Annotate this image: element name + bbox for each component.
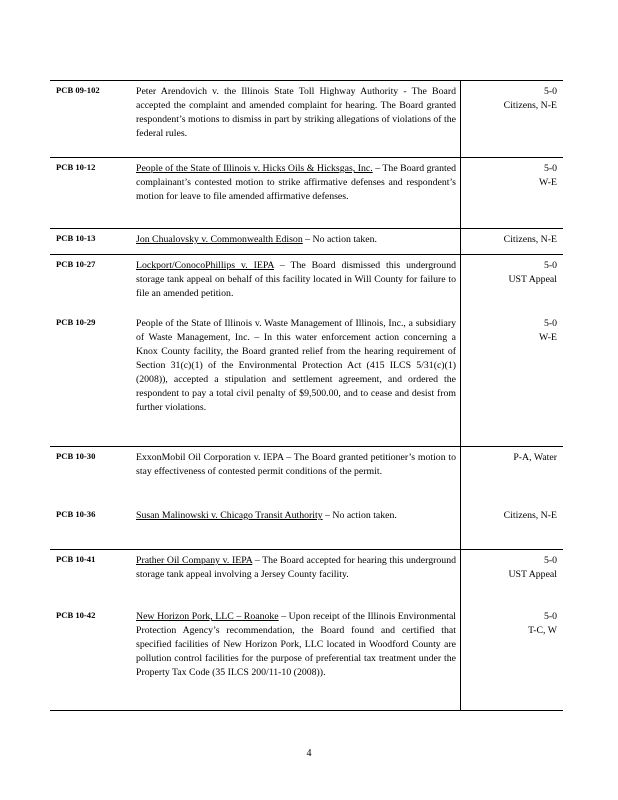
case-title: Jon Chualovsky v. Commonwealth Edison: [136, 234, 303, 245]
case-number: PCB 10-42: [56, 610, 96, 620]
case-number: PCB 10-13: [56, 233, 96, 243]
vote-type: W-E: [539, 177, 557, 188]
vote-result: 5-0: [543, 86, 557, 97]
case-description: [134, 447, 460, 505]
case-description: [134, 505, 460, 549]
vote-result: Citizens, N-E: [503, 234, 557, 245]
case-action: – No action taken.: [322, 510, 397, 521]
vote-cell: [460, 505, 563, 549]
table-row-group: [50, 447, 563, 550]
case-title: Susan Malinowski v. Chicago Transit Authority: [136, 510, 323, 521]
vote-type: W-E: [539, 332, 557, 343]
actions-table: [50, 80, 563, 711]
case-action: - The Board accepted the complaint and amended complaint for hearing. The Board granted respondent’s motions to dismiss in part by striking allegations of violations of the federal rules.: [136, 86, 456, 139]
vote-type: UST Appeal: [508, 274, 557, 285]
case-description: [134, 606, 460, 710]
vote-result: 5-0: [543, 163, 557, 174]
table-row-group: [50, 550, 563, 711]
case-title: Prather Oil Company v. IEPA: [136, 555, 253, 566]
case-description: [134, 229, 460, 254]
case-title: People of the State of Illinois v. Waste Management of Illinois, Inc., a subsidiary of Waste Management, Inc.: [136, 318, 456, 343]
page-number: 4: [306, 748, 312, 759]
case-title: People of the State of Illinois v. Hicks Oils & Hicksgas, Inc.: [136, 163, 373, 174]
case-action: – The Board dismissed this underground storage tank appeal on behalf of this facility located in Will County for failure to file an amended petition.: [136, 260, 457, 299]
case-number: PCB 10-41: [56, 554, 96, 564]
vote-cell: [460, 447, 563, 505]
case-number: PCB 10-27: [56, 259, 96, 269]
vote-result: 5-0: [543, 318, 557, 329]
vote-cell: [460, 606, 563, 710]
case-title: ExxonMobil Oil Corporation v. IEPA: [136, 452, 284, 463]
table-row: [50, 80, 563, 158]
case-number: PCB 10-12: [56, 162, 96, 172]
table-row-group: [50, 255, 563, 447]
case-number: PCB 10-30: [56, 451, 96, 461]
case-title: Peter Arendovich v. the Illinois State Toll Highway Authority: [136, 86, 399, 97]
vote-result: P-A, Water: [513, 452, 557, 463]
case-action: – The Board granted complainant’s contested motion to strike affirmative defenses and respondent’s motion for leave to file amended affirmative defenses.: [136, 163, 456, 202]
vote-result: 5-0: [543, 555, 557, 566]
case-description: [134, 81, 460, 157]
case-action: – No action taken.: [302, 234, 378, 245]
vote-cell: [460, 158, 563, 228]
case-description: [134, 313, 460, 446]
vote-cell: [460, 255, 563, 313]
vote-cell: [460, 313, 563, 446]
case-action: – Upon receipt of the Illinois Environmental Protection Agency’s recommendation, the Board found and certified that specified facilities of New Horizon Pork, LLC located in Woodford County are pollution control facilities for the purpose of preferential tax treatment under the Property Tax Code (35 ILCS 200/11-10 (2008)).: [136, 611, 457, 678]
case-number: PCB 10-36: [56, 509, 96, 519]
vote-result: 5-0: [543, 260, 557, 271]
vote-cell: [460, 81, 563, 157]
case-title: Lockport/ConocoPhillips v. IEPA: [136, 260, 274, 271]
vote-type: Citizens, N-E: [503, 100, 557, 111]
case-title: New Horizon Pork, LLC – Roanoke: [136, 611, 279, 622]
vote-cell: [460, 229, 563, 254]
case-action: – The Board accepted for hearing this underground storage tank appeal involving a Jersey County facility.: [136, 555, 456, 580]
vote-result: 5-0: [543, 611, 557, 622]
case-action: – The Board granted petitioner’s motion to stay effectiveness of contested permit conditions of the permit.: [136, 452, 456, 477]
case-number: PCB 10-29: [56, 317, 96, 327]
vote-cell: [460, 550, 563, 606]
table-row: [50, 229, 563, 255]
case-description: [134, 158, 460, 228]
vote-type: UST Appeal: [508, 569, 557, 580]
vote-result: Citizens, N-E: [503, 510, 557, 521]
vote-type: T-C, W: [528, 625, 557, 636]
case-description: [134, 550, 460, 606]
case-number: PCB 09-102: [56, 85, 100, 95]
case-description: [134, 255, 460, 313]
table-row: [50, 158, 563, 229]
case-action: – In this water enforcement action concerning a Knox County facility, the Board granted relief from the hearing requirement of Section 31(c)(1) of the Environmental Protection Act (415 ILCS 5/31(c)(1) (2008)), accepted a stipulation and settlement agreement, and ordered the respondent to pay a total civil penalty of $9,500.00, and to cease and desist from further violations.: [136, 332, 456, 413]
